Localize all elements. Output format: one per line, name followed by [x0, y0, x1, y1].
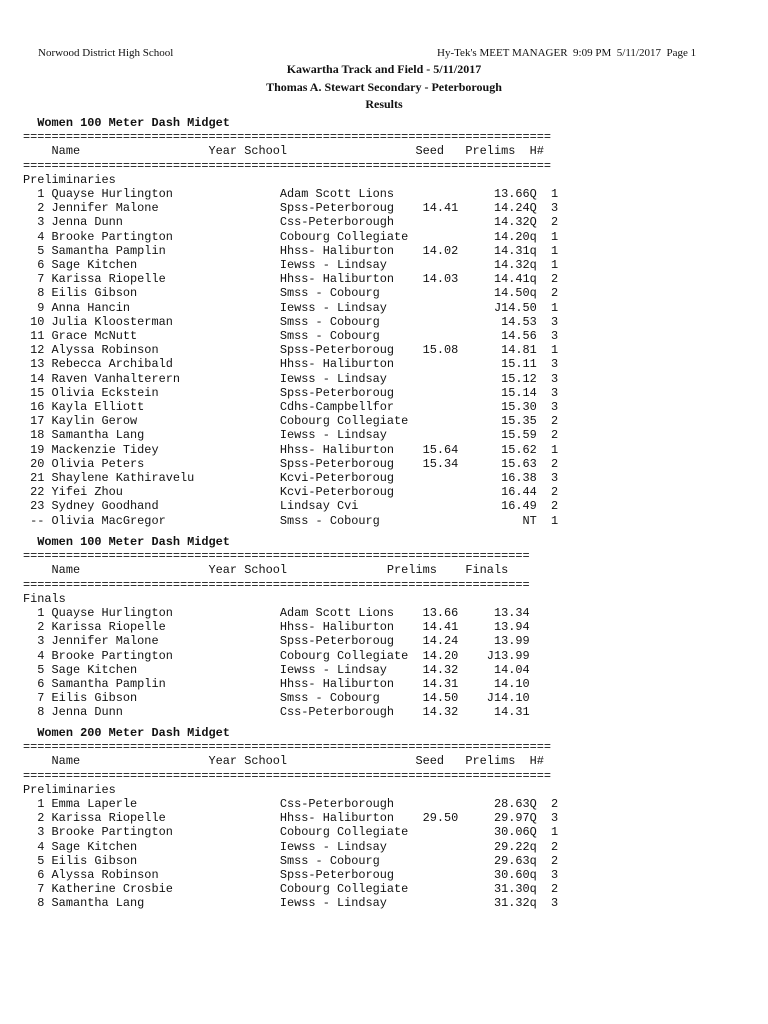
result-row: 6 Alyssa Robinson Spss-Peterboroug 30.60q 3 [23, 868, 559, 883]
result-row: 22 Yifei Zhou Kcvi-Peterboroug 16.44 2 [23, 485, 559, 500]
results-title: Results [365, 97, 403, 111]
result-row: -- Olivia MacGregor Smss - Cobourg NT 1 [23, 513, 559, 528]
result-row: 19 Mackenzie Tidey Hhss- Haliburton 15.64 15.62 1 [23, 442, 559, 457]
column-header-row: Name Year School Prelims Finals [23, 563, 509, 578]
result-row: 3 Brooke Partington Cobourg Collegiate 30.06Q 1 [23, 825, 559, 840]
result-row: 3 Jenna Dunn Css-Peterborough 14.32Q 2 [23, 215, 559, 230]
result-row: 3 Jennifer Malone Spss-Peterboroug 14.24 13.99 [23, 634, 530, 649]
column-header-row: Name Year School Seed Prelims H# [23, 754, 544, 769]
result-row: 5 Eilis Gibson Smss - Cobourg 29.63q 2 [23, 853, 559, 868]
result-row: 2 Karissa Riopelle Hhss- Haliburton 14.41 13.94 [23, 620, 530, 635]
result-row: 21 Shaylene Kathiravelu Kcvi-Peterboroug 16.38 3 [23, 471, 559, 486]
result-row: 7 Karissa Riopelle Hhss- Haliburton 14.03 14.41q 2 [23, 272, 559, 287]
round-label: Finals [23, 591, 66, 606]
result-row: 9 Anna Hancin Iewss - Lindsay J14.50 1 [23, 300, 559, 315]
result-row: 17 Kaylin Gerow Cobourg Collegiate 15.35 2 [23, 414, 559, 429]
result-row: 6 Sage Kitchen Iewss - Lindsay 14.32q 1 [23, 258, 559, 273]
event-title: Women 200 Meter Dash Midget [23, 726, 230, 740]
event-title: Women 100 Meter Dash Midget [23, 116, 230, 130]
result-row: 2 Jennifer Malone Spss-Peterboroug 14.41 14.24Q 3 [23, 201, 559, 216]
rule-line: ========================================================================== [23, 158, 552, 173]
round-label: Preliminaries [23, 172, 116, 187]
result-row: 12 Alyssa Robinson Spss-Peterboroug 15.08 14.81 1 [23, 343, 559, 358]
rule-line: ========================================================================== [23, 768, 552, 783]
software-stamp: Hy-Tek's MEET MANAGER 9:09 PM 5/11/2017 Page 1 [437, 47, 697, 59]
result-row: 16 Kayla Elliott Cdhs-Campbellfor 15.30 3 [23, 400, 559, 415]
result-row: 11 Grace McNutt Smss - Cobourg 14.56 3 [23, 329, 559, 344]
result-row: 7 Eilis Gibson Smss - Cobourg 14.50 J14.10 [23, 691, 530, 706]
result-row: 8 Jenna Dunn Css-Peterborough 14.32 14.31 [23, 705, 530, 720]
rule-line: ========================================================================== [23, 740, 552, 755]
rule-line: ========================================================================== [23, 130, 552, 145]
round-label: Preliminaries [23, 782, 116, 797]
school-name: Norwood District High School [38, 47, 174, 59]
result-row: 1 Emma Laperle Css-Peterborough 28.63Q 2 [23, 797, 559, 812]
result-row: 13 Rebecca Archibald Hhss- Haliburton 15.11 3 [23, 357, 559, 372]
result-row: 4 Sage Kitchen Iewss - Lindsay 29.22q 2 [23, 839, 559, 854]
result-row: 5 Sage Kitchen Iewss - Lindsay 14.32 14.04 [23, 662, 530, 677]
result-row: 1 Quayse Hurlington Adam Scott Lions 13.66Q 1 [23, 187, 559, 202]
venue-title: Thomas A. Stewart Secondary - Peterborough [266, 80, 502, 94]
event-100m-finals [23, 535, 530, 720]
result-row: 1 Quayse Hurlington Adam Scott Lions 13.66 13.34 [23, 606, 530, 621]
result-row: 10 Julia Kloosterman Smss - Cobourg 14.53 3 [23, 314, 559, 329]
event-100m-prelims [23, 116, 558, 528]
result-row: 14 Raven Vanhalterern Iewss - Lindsay 15.12 3 [23, 371, 559, 386]
result-row: 5 Samantha Pamplin Hhss- Haliburton 14.02 14.31q 1 [23, 243, 559, 258]
result-row: 8 Eilis Gibson Smss - Cobourg 14.50q 2 [23, 286, 559, 301]
result-row: 8 Samantha Lang Iewss - Lindsay 31.32q 3 [23, 896, 559, 911]
event-200m-prelims [23, 726, 558, 911]
meet-title: Kawartha Track and Field - 5/11/2017 [286, 62, 482, 76]
rule-line: ======================================================================= [23, 549, 530, 564]
result-row: 20 Olivia Peters Spss-Peterboroug 15.34 15.63 2 [23, 456, 559, 471]
result-row: 4 Brooke Partington Cobourg Collegiate 14.20 J13.99 [23, 648, 530, 663]
result-row: 2 Karissa Riopelle Hhss- Haliburton 29.50 29.97Q 3 [23, 811, 559, 826]
result-row: 4 Brooke Partington Cobourg Collegiate 14.20q 1 [23, 229, 559, 244]
result-row: 7 Katherine Crosbie Cobourg Collegiate 31.30q 2 [23, 882, 559, 897]
result-row: 23 Sydney Goodhand Lindsay Cvi 16.49 2 [23, 499, 559, 514]
rule-line: ======================================================================= [23, 577, 530, 592]
result-row: 15 Olivia Eckstein Spss-Peterboroug 15.14 3 [23, 385, 559, 400]
event-title: Women 100 Meter Dash Midget [23, 535, 230, 549]
result-row: 6 Samantha Pamplin Hhss- Haliburton 14.31 14.10 [23, 677, 530, 692]
result-row: 18 Samantha Lang Iewss - Lindsay 15.59 2 [23, 428, 559, 443]
column-header-row: Name Year School Seed Prelims H# [23, 144, 544, 159]
